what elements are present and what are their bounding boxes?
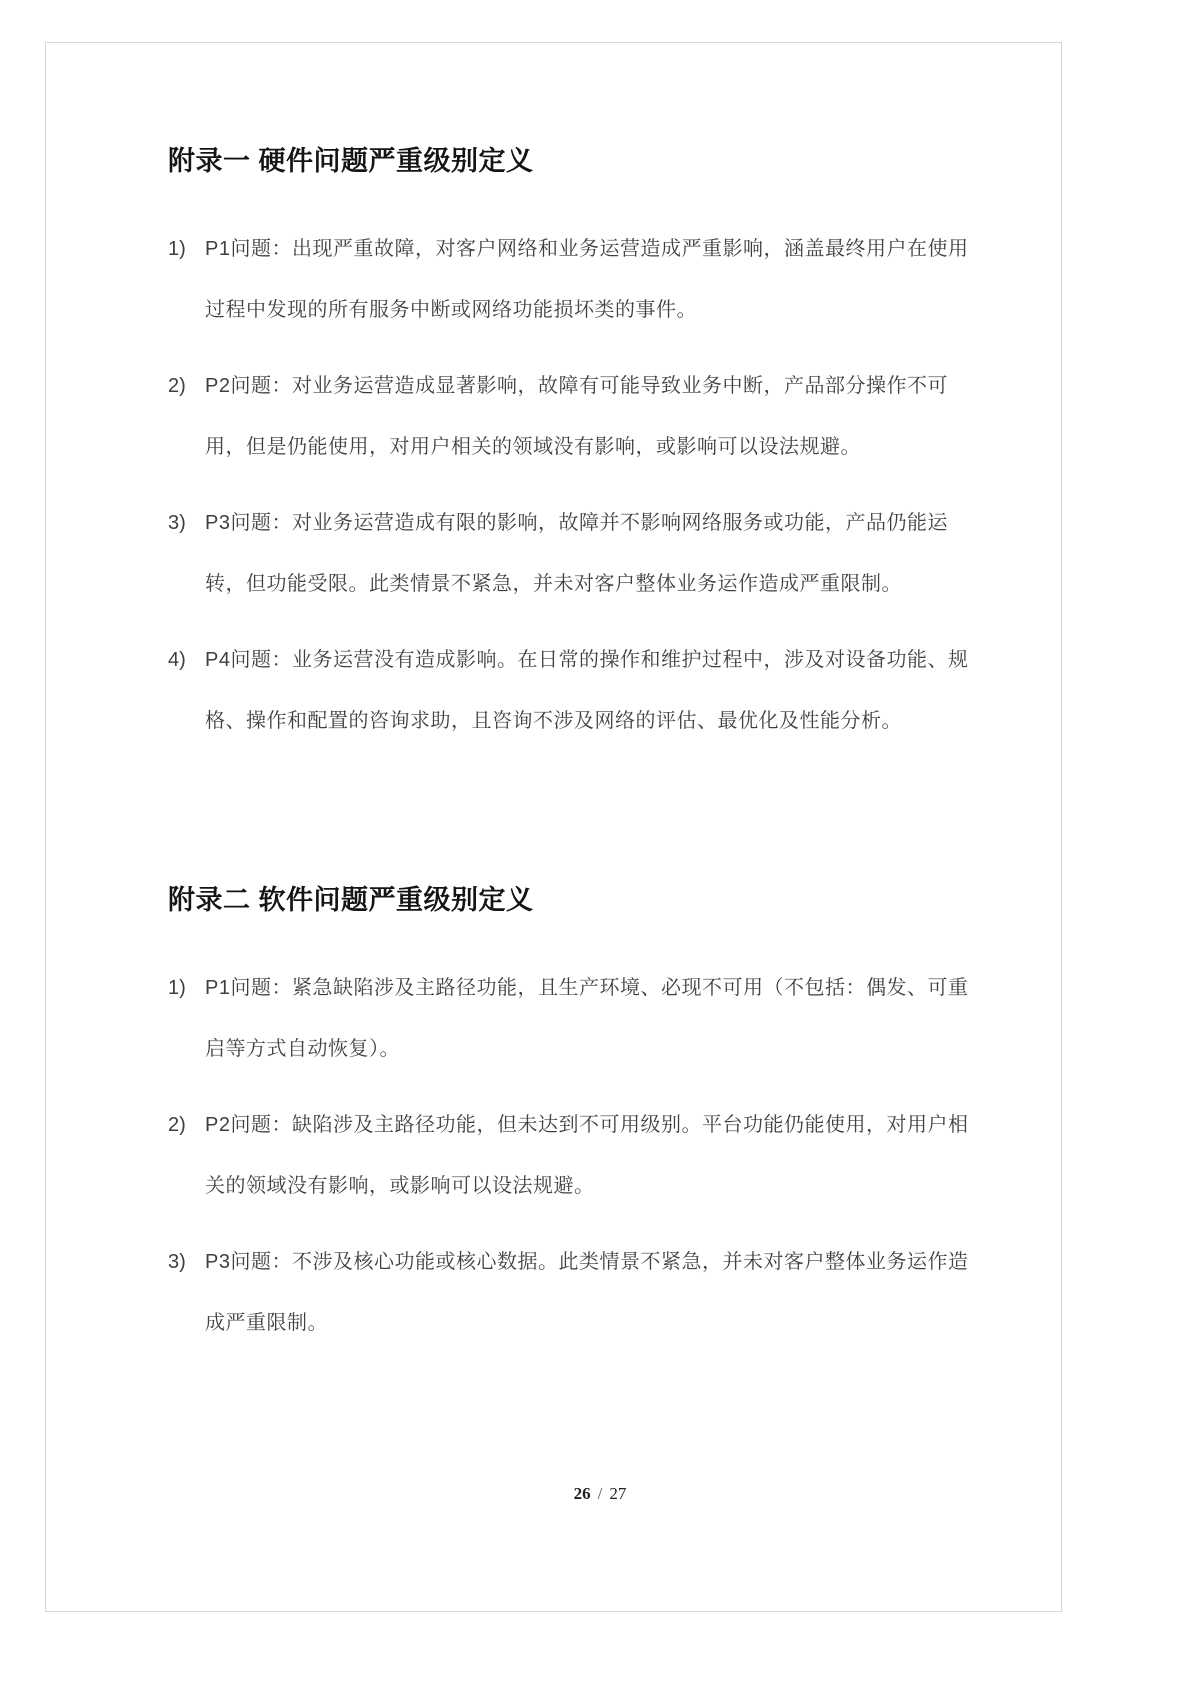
item-number: 2) (168, 375, 186, 397)
item-line: 成严重限制。 (205, 1312, 328, 1334)
item-text (205, 371, 961, 493)
page-number-current: 26 (573, 1484, 591, 1503)
item-text (205, 645, 969, 767)
page-border-frame (45, 42, 1062, 1612)
item-line: P2问题：缺陷涉及主路径功能，但未达到不可用级别。平台功能仍能使用，对用户相 (205, 1114, 969, 1136)
item-number: 1) (168, 977, 186, 999)
item-line: 启等方式自动恢复）。 (205, 1038, 400, 1060)
item-text (205, 1110, 969, 1232)
item-line: 关的领域没有影响，或影响可以设法规避。 (205, 1175, 595, 1197)
item-text (205, 1247, 969, 1369)
item-line: P1问题：出现严重故障，对客户网络和业务运营造成严重影响，涵盖最终用户在使用 (205, 238, 969, 260)
page-footer (0, 1482, 1200, 1506)
item-line: 用，但是仍能使用，对用户相关的领域没有影响，或影响可以设法规避。 (205, 436, 861, 458)
item-number: 3) (168, 1251, 186, 1273)
item-line: P4问题：业务运营没有造成影响。在日常的操作和维护过程中，涉及对设备功能、规 (205, 649, 969, 671)
item-line: P2问题：对业务运营造成显著影响，故障有可能导致业务中断，产品部分操作不可 (205, 375, 948, 397)
item-line: 过程中发现的所有服务中断或网络功能损坏类的事件。 (205, 299, 697, 321)
software-item-p1 (168, 973, 969, 1095)
hardware-item-p3 (168, 508, 961, 630)
item-text (205, 508, 961, 630)
item-line: P1问题：紧急缺陷涉及主路径功能，且生产环境、必现不可用（不包括：偶发、可重 (205, 977, 969, 999)
hardware-item-p1 (168, 234, 969, 356)
item-line: P3问题：不涉及核心功能或核心数据。此类情景不紧急，并未对客户整体业务运作造 (205, 1251, 969, 1273)
item-number: 4) (168, 649, 186, 671)
page-number-total: 27 (609, 1484, 627, 1503)
appendix1-title: 附录一 硬件问题严重级别定义 (168, 146, 534, 176)
hardware-item-p2 (168, 371, 961, 493)
software-item-p3 (168, 1247, 969, 1369)
item-number: 2) (168, 1114, 186, 1136)
item-line: 格、操作和配置的咨询求助，且咨询不涉及网络的评估、最优化及性能分析。 (205, 710, 902, 732)
item-line: 转，但功能受限。此类情景不紧急，并未对客户整体业务运作造成严重限制。 (205, 573, 902, 595)
item-number: 1) (168, 238, 186, 260)
hardware-item-p4 (168, 645, 969, 767)
software-item-p2 (168, 1110, 969, 1232)
page-number-separator: / (597, 1484, 603, 1503)
appendix2-title: 附录二 软件问题严重级别定义 (168, 885, 534, 915)
item-text (205, 234, 969, 356)
item-text (205, 973, 969, 1095)
item-line: P3问题：对业务运营造成有限的影响，故障并不影响网络服务或功能，产品仍能运 (205, 512, 948, 534)
item-number: 3) (168, 512, 186, 534)
